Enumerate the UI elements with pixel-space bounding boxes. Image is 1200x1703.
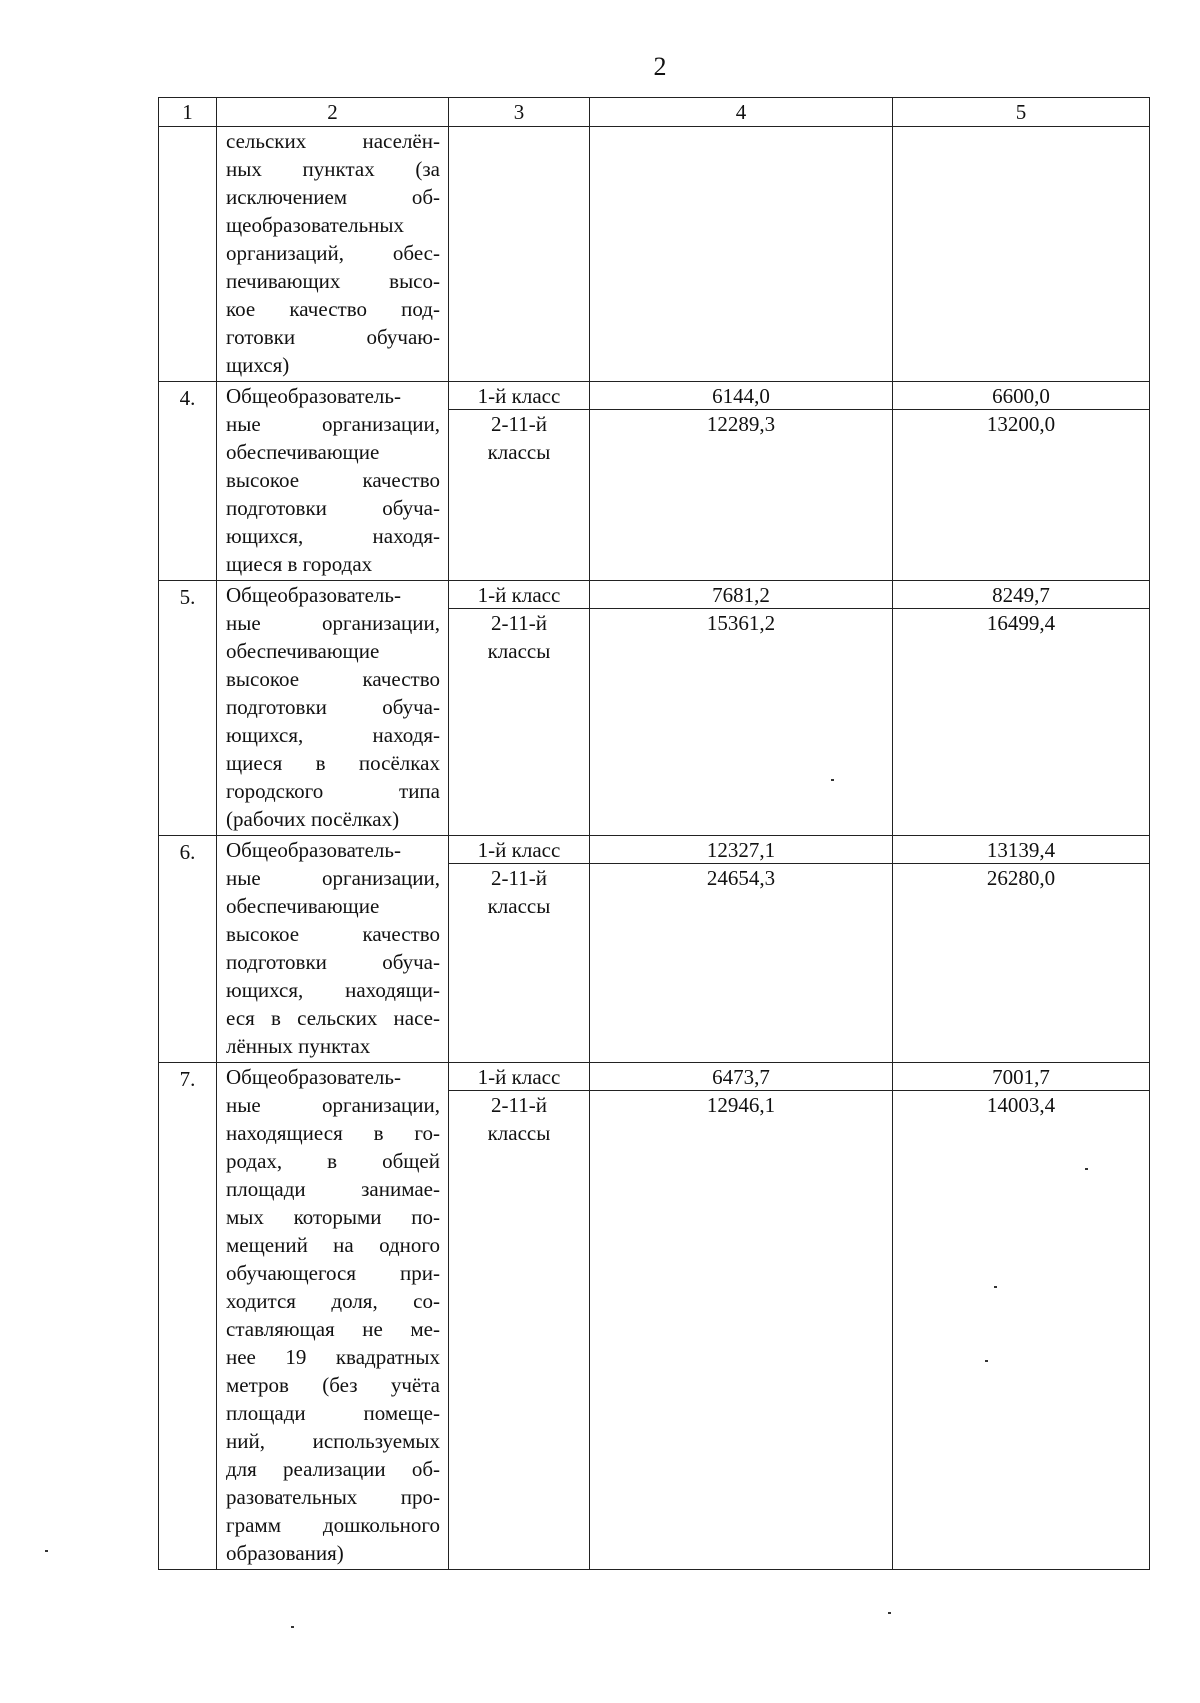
class-rest-line: 2-11-й bbox=[491, 866, 547, 890]
data-table bbox=[158, 97, 1150, 1570]
text-line: ные организации, bbox=[226, 1093, 440, 1117]
value-cell-col4 bbox=[590, 581, 893, 836]
value-cell-col5 bbox=[893, 581, 1150, 836]
column-header: 5 bbox=[893, 98, 1150, 127]
class-rest-line: классы bbox=[487, 639, 551, 663]
value-first-class: 12327,1 bbox=[590, 836, 892, 864]
text-line: печивающих высо- bbox=[226, 269, 440, 293]
text-line: Общеобразователь- bbox=[226, 1065, 401, 1089]
class-first: 1-й класс bbox=[449, 836, 589, 864]
column-header: 1 bbox=[159, 98, 217, 127]
value-cell-col5 bbox=[893, 836, 1150, 1063]
text-line: высокое качество bbox=[226, 667, 440, 691]
text-line: находящиеся в го- bbox=[226, 1121, 440, 1145]
text-line: грамм дошкольного bbox=[226, 1513, 440, 1537]
text-line: щиеся в посёлках bbox=[226, 751, 440, 775]
value-first-class: 7681,2 bbox=[590, 581, 892, 609]
text-line: сельских населён- bbox=[226, 129, 440, 153]
text-line: щихся) bbox=[226, 353, 290, 377]
text-line: родах, в общей bbox=[226, 1149, 440, 1173]
row-number: 6. bbox=[159, 836, 217, 1063]
value-cell-col5 bbox=[893, 1063, 1150, 1570]
class-first: 1-й класс bbox=[449, 382, 589, 410]
text-line: Общеобразователь- bbox=[226, 384, 401, 408]
class-cell bbox=[449, 1063, 590, 1570]
table-row bbox=[159, 836, 1150, 1063]
text-line: ных пунктах (за bbox=[226, 157, 440, 181]
text-line: обеспечивающие bbox=[226, 894, 380, 918]
value-cell-col5 bbox=[893, 382, 1150, 581]
text-line: ные организации, bbox=[226, 866, 440, 890]
table-row bbox=[159, 1063, 1150, 1570]
value-other-classes: 26280,0 bbox=[986, 866, 1056, 890]
row-description bbox=[217, 836, 449, 1063]
text-line: обеспечивающие bbox=[226, 639, 380, 663]
column-header: 4 bbox=[590, 98, 893, 127]
value-other-classes: 13200,0 bbox=[986, 412, 1056, 436]
text-line: готовки обучаю- bbox=[226, 325, 440, 349]
row-number: 7. bbox=[159, 1063, 217, 1570]
table-row bbox=[159, 382, 1150, 581]
text-line: ставляющая не ме- bbox=[226, 1317, 440, 1341]
text-line: исключением об- bbox=[226, 185, 440, 209]
text-line: ний, используемых bbox=[226, 1429, 440, 1453]
row-description bbox=[217, 1063, 449, 1570]
text-line: ные организации, bbox=[226, 412, 440, 436]
column-header: 3 bbox=[449, 98, 590, 127]
row-number: 4. bbox=[159, 382, 217, 581]
value-cell-col4 bbox=[590, 836, 893, 1063]
value-first-class: 6600,0 bbox=[893, 382, 1149, 410]
continuation-row bbox=[159, 127, 1150, 382]
text-line: площади помеще- bbox=[226, 1401, 440, 1425]
value-other-classes: 16499,4 bbox=[986, 611, 1056, 635]
text-line: обеспечивающие bbox=[226, 440, 380, 464]
row-number: 5. bbox=[159, 581, 217, 836]
table-header-row bbox=[159, 98, 1150, 127]
table-row bbox=[159, 581, 1150, 836]
value-other-classes: 24654,3 bbox=[706, 866, 776, 890]
row-description bbox=[217, 382, 449, 581]
text-line: лённых пунктах bbox=[226, 1034, 371, 1058]
text-line: подготовки обуча- bbox=[226, 950, 440, 974]
class-cell bbox=[449, 382, 590, 581]
text-line: образования) bbox=[226, 1541, 344, 1565]
text-line: мещений на одного bbox=[226, 1233, 440, 1257]
text-line: мых которыми по- bbox=[226, 1205, 440, 1229]
continuation-description bbox=[217, 127, 449, 382]
value-other-classes: 14003,4 bbox=[986, 1093, 1056, 1117]
class-cell bbox=[449, 836, 590, 1063]
text-line: щиеся в городах bbox=[226, 552, 373, 576]
value-first-class: 6144,0 bbox=[590, 382, 892, 410]
text-line: городского типа bbox=[226, 779, 440, 803]
text-line: обучающегося при- bbox=[226, 1261, 440, 1285]
text-line: еся в сельских насе- bbox=[226, 1006, 440, 1030]
text-line: ющихся, находя- bbox=[226, 524, 440, 548]
text-line: щеобразовательных bbox=[226, 213, 404, 237]
text-line: ходится доля, со- bbox=[226, 1289, 440, 1313]
class-rest bbox=[449, 864, 589, 920]
value-first-class: 6473,7 bbox=[590, 1063, 892, 1091]
class-rest-line: 2-11-й bbox=[491, 1093, 547, 1117]
text-line: подготовки обуча- bbox=[226, 496, 440, 520]
text-line: ные организации, bbox=[226, 611, 440, 635]
column-header: 2 bbox=[217, 98, 449, 127]
class-first: 1-й класс bbox=[449, 1063, 589, 1091]
text-line: организаций, обес- bbox=[226, 241, 440, 265]
text-line: разовательных про- bbox=[226, 1485, 440, 1509]
row-description bbox=[217, 581, 449, 836]
text-line: Общеобразователь- bbox=[226, 583, 401, 607]
value-first-class: 7001,7 bbox=[893, 1063, 1149, 1091]
text-line: подготовки обуча- bbox=[226, 695, 440, 719]
value-first-class: 8249,7 bbox=[893, 581, 1149, 609]
value-cell-col4 bbox=[590, 382, 893, 581]
text-line: (рабочих посёлках) bbox=[226, 807, 400, 831]
text-line: ющихся, находящи- bbox=[226, 978, 440, 1002]
class-rest bbox=[449, 609, 589, 665]
text-line: кое качество под- bbox=[226, 297, 440, 321]
value-other-classes: 12946,1 bbox=[706, 1093, 776, 1117]
page-number: 2 bbox=[653, 52, 667, 81]
class-rest-line: классы bbox=[487, 440, 551, 464]
text-line: Общеобразователь- bbox=[226, 838, 401, 862]
text-line: высокое качество bbox=[226, 922, 440, 946]
class-rest-line: 2-11-й bbox=[491, 611, 547, 635]
value-cell-col4 bbox=[590, 1063, 893, 1570]
text-line: высокое качество bbox=[226, 468, 440, 492]
class-first: 1-й класс bbox=[449, 581, 589, 609]
class-rest bbox=[449, 410, 589, 466]
class-rest bbox=[449, 1091, 589, 1147]
class-cell bbox=[449, 581, 590, 836]
value-first-class: 13139,4 bbox=[893, 836, 1149, 864]
text-line: ющихся, находя- bbox=[226, 723, 440, 747]
class-rest-line: классы bbox=[487, 894, 551, 918]
value-other-classes: 12289,3 bbox=[706, 412, 776, 436]
class-rest-line: классы bbox=[487, 1121, 551, 1145]
text-line: метров (без учёта bbox=[226, 1373, 440, 1397]
class-rest-line: 2-11-й bbox=[491, 412, 547, 436]
text-line: для реализации об- bbox=[226, 1457, 440, 1481]
text-line: нее 19 квадратных bbox=[226, 1345, 440, 1369]
text-line: площади занимае- bbox=[226, 1177, 440, 1201]
value-other-classes: 15361,2 bbox=[706, 611, 776, 635]
